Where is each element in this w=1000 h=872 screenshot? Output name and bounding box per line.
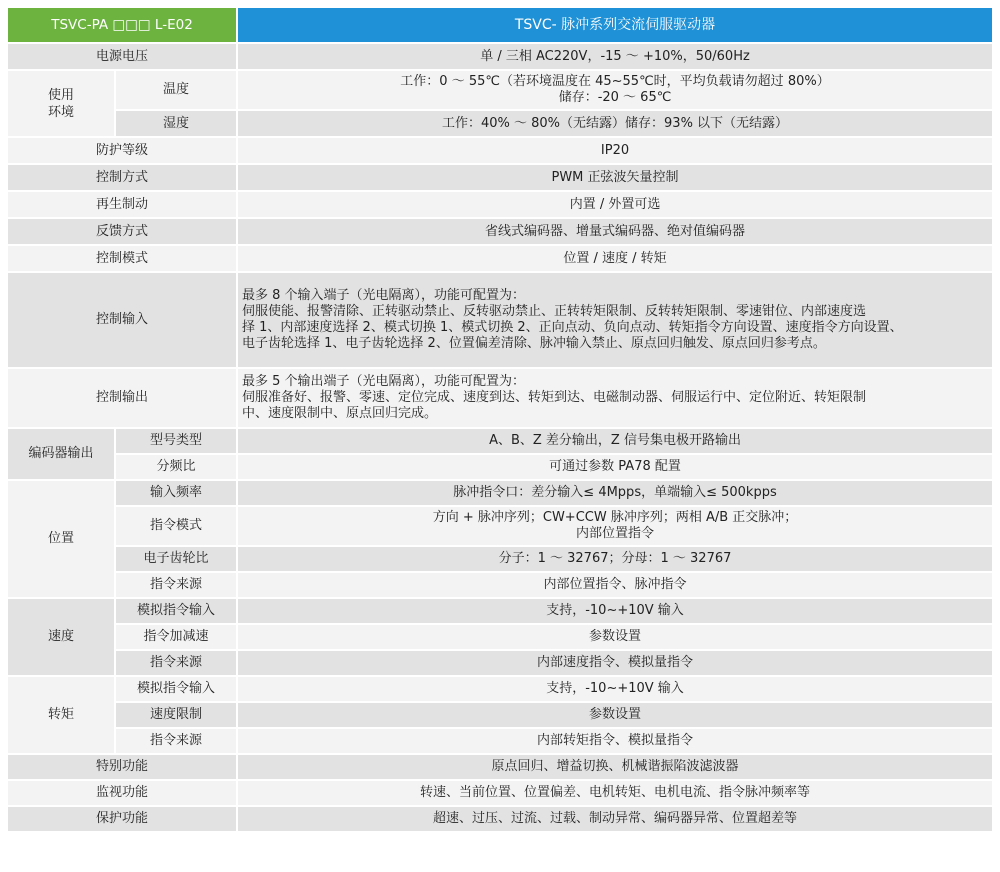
table-row bbox=[8, 507, 992, 547]
table-row bbox=[8, 165, 992, 192]
row-value: A、B、Z 差分输出，Z 信号集电极开路输出 bbox=[238, 429, 992, 455]
row-value: 参数设置 bbox=[238, 703, 992, 729]
row-label: 温度 bbox=[116, 71, 238, 111]
row-label: 控制输入 bbox=[8, 273, 238, 369]
value-line: 最多 5 个输出端子（光电隔离），功能可配置为： bbox=[242, 374, 526, 389]
row-value: 内部位置指令、脉冲指令 bbox=[238, 573, 992, 599]
row-label: 型号类型 bbox=[116, 429, 238, 455]
row-value: PWM 正弦波矢量控制 bbox=[238, 165, 992, 192]
table-row bbox=[8, 246, 992, 273]
table-row bbox=[8, 781, 992, 807]
table-row bbox=[8, 369, 992, 429]
group-label-position: 位置 bbox=[8, 481, 116, 599]
table-row bbox=[8, 651, 992, 677]
table-row bbox=[8, 703, 992, 729]
value-line: 伺服准备好、报警、零速、定位完成、速度到达、转矩到达、电磁制动器、伺服运行中、定位附近、转矩限制 bbox=[242, 390, 867, 405]
row-value: 内部速度指令、模拟量指令 bbox=[238, 651, 992, 677]
table-row bbox=[8, 599, 992, 625]
value-line: 工作：0 ～ 55℃（若环境温度在 45~55℃时，平均负载请勿超过 80%） bbox=[400, 74, 830, 89]
table-title: TSVC- 脉冲系列交流伺服驱动器 bbox=[238, 8, 992, 44]
table-row bbox=[8, 677, 992, 703]
row-label: 指令加减速 bbox=[116, 625, 238, 651]
row-value: 支持，-10~+10V 输入 bbox=[238, 599, 992, 625]
row-label: 监视功能 bbox=[8, 781, 238, 807]
value-line: 方向 + 脉冲序列；CW+CCW 脉冲序列；两相 A/B 正交脉冲； bbox=[432, 510, 798, 525]
value-line: 中、速度限制中、原点回归完成。 bbox=[242, 406, 438, 421]
row-label: 模拟指令输入 bbox=[116, 677, 238, 703]
table-row bbox=[8, 429, 992, 455]
table-row bbox=[8, 481, 992, 507]
table-row bbox=[8, 547, 992, 573]
row-value: 转速、当前位置、位置偏差、电机转矩、电机电流、指令脉冲频率等 bbox=[238, 781, 992, 807]
group-label-torque: 转矩 bbox=[8, 677, 116, 755]
value-line: 内部位置指令 bbox=[576, 526, 655, 541]
value-line: 储存：-20 ～ 65℃ bbox=[558, 90, 672, 105]
row-label: 控制模式 bbox=[8, 246, 238, 273]
table-row bbox=[8, 625, 992, 651]
row-label: 分频比 bbox=[116, 455, 238, 481]
row-label: 反馈方式 bbox=[8, 219, 238, 246]
row-value: 分子：1 ～ 32767；分母：1 ～ 32767 bbox=[238, 547, 992, 573]
table-row bbox=[8, 138, 992, 165]
table-row bbox=[8, 729, 992, 755]
value-line: 最多 8 个输入端子（光电隔离），功能可配置为： bbox=[242, 288, 526, 303]
row-label: 再生制动 bbox=[8, 192, 238, 219]
row-label: 指令来源 bbox=[116, 651, 238, 677]
row-label: 控制输出 bbox=[8, 369, 238, 429]
row-label: 保护功能 bbox=[8, 807, 238, 833]
row-value: 内置 / 外置可选 bbox=[238, 192, 992, 219]
row-value: 省线式编码器、增量式编码器、绝对值编码器 bbox=[238, 219, 992, 246]
row-value: 参数设置 bbox=[238, 625, 992, 651]
value-line: 择 1、内部速度选择 2、模式切换 1、模式切换 2、正向点动、负向点动、转矩指令方向设置、速度指令方向设置、 bbox=[242, 320, 903, 335]
row-label: 特别功能 bbox=[8, 755, 238, 781]
row-value: 脉冲指令口：差分输入≤ 4Mpps，单端输入≤ 500kpps bbox=[238, 481, 992, 507]
row-value: 工作：40% ～ 80%（无结露）储存：93% 以下（无结露） bbox=[238, 111, 992, 138]
row-value: 可通过参数 PA78 配置 bbox=[238, 455, 992, 481]
row-label: 湿度 bbox=[116, 111, 238, 138]
value-line: 伺服使能、报警清除、正转驱动禁止、反转驱动禁止、正转转矩限制、反转转矩限制、零速钳位、内部速度选 bbox=[242, 304, 867, 319]
row-value: 超速、过压、过流、过载、制动异常、编码器异常、位置超差等 bbox=[238, 807, 992, 833]
row-label: 速度限制 bbox=[116, 703, 238, 729]
group-label-speed: 速度 bbox=[8, 599, 116, 677]
row-value: 原点回归、增益切换、机械谐振陷波滤波器 bbox=[238, 755, 992, 781]
table-row bbox=[8, 755, 992, 781]
row-label: 指令来源 bbox=[116, 729, 238, 755]
row-label: 指令来源 bbox=[116, 573, 238, 599]
table-row bbox=[8, 455, 992, 481]
model-number: TSVC-PA □□□ L-E02 bbox=[8, 8, 238, 44]
row-label: 电子齿轮比 bbox=[116, 547, 238, 573]
table-row bbox=[8, 111, 992, 138]
group-label-environment bbox=[8, 71, 116, 138]
row-value: 支持，-10~+10V 输入 bbox=[238, 677, 992, 703]
spec-table bbox=[8, 8, 992, 833]
row-value: 位置 / 速度 / 转矩 bbox=[238, 246, 992, 273]
table-row bbox=[8, 71, 992, 111]
row-value: 单 / 三相 AC220V，-15 ～ +10%，50/60Hz bbox=[238, 44, 992, 71]
row-value bbox=[238, 71, 992, 111]
group-label-encoder-output: 编码器输出 bbox=[8, 429, 116, 481]
value-line: 电子齿轮选择 1、电子齿轮选择 2、位置偏差清除、脉冲输入禁止、原点回归触发、原点回归参考点。 bbox=[242, 336, 826, 351]
table-row bbox=[8, 219, 992, 246]
table-row bbox=[8, 273, 992, 369]
table-row bbox=[8, 573, 992, 599]
row-value bbox=[238, 369, 992, 429]
row-label: 防护等级 bbox=[8, 138, 238, 165]
table-row bbox=[8, 44, 992, 71]
row-label: 电源电压 bbox=[8, 44, 238, 71]
row-value bbox=[238, 507, 992, 547]
group-label-text: 使用环境 bbox=[47, 87, 74, 120]
row-value bbox=[238, 273, 992, 369]
row-label: 控制方式 bbox=[8, 165, 238, 192]
row-label: 模拟指令输入 bbox=[116, 599, 238, 625]
row-value: 内部转矩指令、模拟量指令 bbox=[238, 729, 992, 755]
table-row bbox=[8, 192, 992, 219]
row-value: IP20 bbox=[238, 138, 992, 165]
row-label: 指令模式 bbox=[116, 507, 238, 547]
row-label: 输入频率 bbox=[116, 481, 238, 507]
header-row bbox=[8, 8, 992, 44]
table-row bbox=[8, 807, 992, 833]
